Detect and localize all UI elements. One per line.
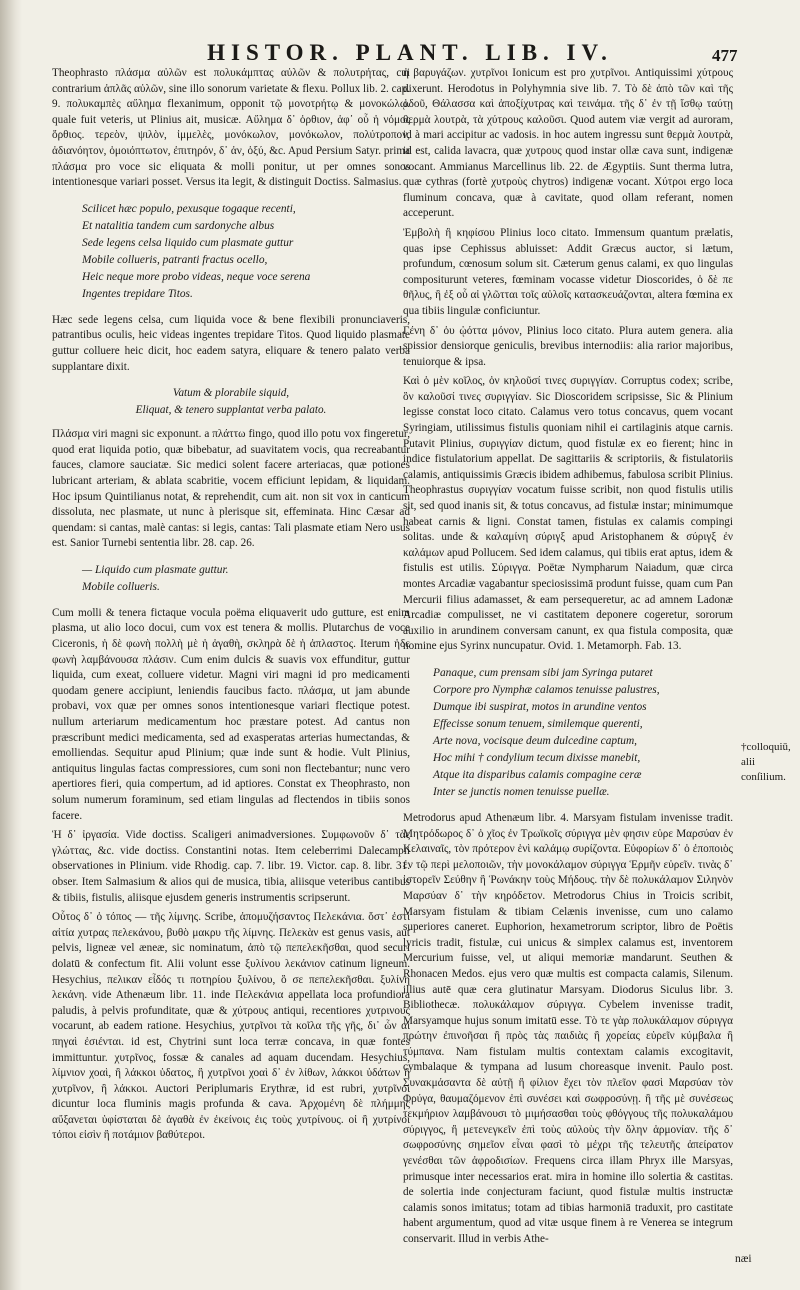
verse-line: Effecisse sonum tenuem, similemque querenti,: [433, 717, 643, 730]
paragraph: ἡ βαρυγάζων. χυτρῖνοι Ionicum est pro χυτρῖνοι. Antiquissimi χύτρους dixerunt. Herodotus in Polyhymnia sive lib. 7. Τὸ δὲ ἀπὸ τῶν καὶ τῆς ὁδοῦ, Θάλασσα καὶ ἀποξίχυτρας καὶ τεινάμα. τῆς δ᾽ ἐν τῇ ἴσθῳ ταύτῃ θερμὰ λουτρὰ, τὰ χύτρους καλοῦσι. Quod autem viæ vergit ad auroram, id à mari accipitur ac vadosis. in hoc autem ingressu sunt θερμὰ λουτρὰ, id est, calida lavacra, quæ χυτρους quod instar ollæ cava sunt, indigenæ vocant. Ammianus Marcellinus lib. 22. de Ægyptiis. Sunt therma lutra, quæ cythras (fortè χυτροὺς chytros) indigenæ vocant. Χύτροι ergo loca fluminum concava, quæ à cavitate, quod ollam referant, nomen acceperunt.: [403, 67, 733, 220]
paragraph: Ἐμβολὴ ἢ κηφίσου Plinius loco citato. Immensum quantum prælatis, quas ipse Cephissus abluisset: Addit Græcus auctor, si lætum, profundum, cœnosum solum sit. Cæterum genus calami, ex quo lingulas compositurunt veteres, fœminam vocasse videtur Dioscorides, ὁ δὲ πε θῆλυς, ἣ ἐξ οὗ αἱ γλῶτται τοῖς αὐλοῖς κατασκευάζονται, altera fœmina ex qua tibiis lingulæ conficiuntur.: [403, 226, 733, 317]
verse-line: Hoc mihi † condylium tecum dixisse manebit,: [433, 751, 641, 764]
verse-line: Inter se junctis nomen tenuisse puellæ.: [433, 785, 610, 798]
running-head: HISTOR. PLANT. LIB. IV.: [207, 40, 613, 65]
left-column: [52, 66, 410, 1281]
paragraph: Metrodorus apud Athenæum libr. 4. Marsyam fistulam invenisse tradit. Μητρόδωρος δ᾽ ὁ χῖος ἐν Τρωϊκοῖς σύριγγα μὲν φησιν εὑρε Μαρσύαν ἐν Κελαιναῖς, τὸν πρότερον ἑνὶ καλάμῳ συρίζοντα. Εὐφορίων δ᾽ ὁ ἐποποιὸς ἐν τῷ περὶ μελοποιῶν, τὴν μονοκάλαμον σύριγγα Ἑρμῆν εὑρεῖν. τινὰς δ᾽ ἱστορεῖν Σεύθην ἢ Ῥωνάκην τοὺς Μήδους. τὴν δὲ πολυκάλαμον Σιληνὸν Μαρσύαν δ᾽ τὴν κηρόδετον. Metrodorus Chius in Troicis scribit, Marsyam fistulam & tibiam Celænis invenisse, cum uno calamo superiores caneret. Euphorion, hexametrorum scriptor, libro de Poëtis lyricis tradit, fistulæ, cui unicus & simplex calamus est, inventorem Mercurium fuisse, vel, ut aliqui memoriæ mandarunt. Seuthen & Rhonacen Medos. ejus vero quæ multis est compacta calamis, Silenum. illius autē quæ cera glutinatur Marsyam. Diodorus Siculus libr. 3. Bibliothecæ. πολυκάλαμον σύριγγα. Cybelem invenisse tradit, Marsyamque hujus sonum imitatū esse. Τὸ τε γὰρ πολυκάλαμον σύριγγα πρώτην ἐπινοῆσαι ἢ πρὸς τὰς παιδιὰς ἢ χορείας εὑρεῖν κύμβαλα ἢ τύμπανα. Nam fistulam multis contextam calamis excogitavit, cymbalaque & tympana ad lusum choreasque invenit. Paulo post. Συνακμάσαντα δὲ αὐτῇ ἢ φίλιον ἔχει τὸν πλεῖον φασὶ Μαρσύαν τὸν Φρύγα, θαυμαζόμενον ἐπὶ συνέσει καὶ σωφροσύνῃ. ἢ τῆς μὲ συνέσεως τεκμήριον λαμβάνουσι τὸ μιμήσασθαι τοὺς φθόγγους τῆς πολυκαλάμου σύριγγος, ἢ μετενεγκεῖν ἐπὶ τοὺς αὐλοὺς τὴν ὅλην ἁρμονίαν. τῆς δ᾽ σωφροσύνης σημεῖον εἶναι φασὶ τὸ μέχρι τῆς τελευτῆς ἀπείρατον γενέσθαι τῶν ἀφροδισίων. Frequens circa illam Phryx ille Marsyas, primusque inter necessarios erat. mira in homine illo solertia & castitas. de solertia inde conjecturam faciunt, quod fistulæ multis instructæ calamis sonos imitatus; totam ad tibias harmoniā traduxit, pro castitate habent argumentum, quod ad vitæ usque finem à re Venerea se integrum conservarit. Illud in verbis Athe-: [403, 811, 733, 1245]
verse-block: [52, 385, 410, 419]
verse-block: [433, 665, 733, 801]
margin-note: †colloquiū, alii conſilium.: [741, 741, 791, 783]
verse-line: Mobile collueris.: [82, 580, 160, 593]
verse-line: Corpore pro Nymphæ calamos tenuisse palustres,: [433, 683, 660, 696]
verse-line: Dumque ibi suspirat, motos in arundine ventos: [433, 700, 647, 713]
verse-line: Panaque, cum prensam sibi jam Syringa putaret: [433, 666, 653, 679]
verse-line: Sede legens celsa liquido cum plasmate guttur: [82, 236, 294, 249]
page-number: 477: [712, 46, 738, 65]
paragraph: Οὗτος δ᾽ ὁ τόπος — τῆς λίμνης. Scribe, ἀπομυζήσαντος Πελεκάνια. ὅστ᾽ ἐστὶ αἰτία χυτρας πελεκάνου, βυθὸ μακρυ τῆς λίμνης. Πελεκὰν est genus vasis, aut pelvis, ligneæ vel æneæ, sic nominatum, ἀπὸ τῷ πεπελεκῆσθαι, quod securi dolatū & confectum fit. Alii volunt esse ξυλίνου λεκάνιον catinum ligneum. Hesychius, πελικαν εἶδός τι ποτηρίου ξυλίνου, ὃ σε πεπελεκῆσθαι. ξυλίνη λεκάνη. vide Athenæum libr. 11. inde Πελεκάνια appellata loca profundiora paludis, à pelvis profunditate, quæ & χύτρους antiqui, recentiores χυτρινους vocarunt, ab eadem ratione. Hesychius, χυτρῖνοι τὰ κοῖλα τῆς γῆς, δι᾽ ὧν αἱ πηγαὶ ἐσιένται. id est, Chytrini sunt loca terræ concava, in quæ fontes immittuntur. χυτρῖνος, fossæ & canales ad aquam ducendam. Hesychius, λίμνιον χοαὶ, ἢ λάκκοι ὑδατος, ἢ χυτρῖνοι χοαὶ δ᾽ ἐν λίθων, λάκκοι ὑδάτων ἢ χυτρῖνον, ἢ λάκκοι. Auctori Periplumaris Erythræ, id est rubri, χυτρῖνοι dicuntur loca fluminis magis profunda & cava. Ἀρχομένη δὲ πλήμμης αὔξανεται ὑφίσταται δὲ ἀγαθὰ ἐν ἐκείνοις ἐις τοὺς χυτρίνους. οἱ ἢ χυτρίνοι τόποι εἰσὶν ἢ ποτάμιον βαθύτεροι.: [52, 911, 410, 1142]
paragraph: Καὶ ὁ μὲν κοῖλος, ὁν κηλοῦσί τινες συριγγίαν. Corruptus codex; scribe, ὃν καλοῦσί τινες συριγγίαν. Sic Dioscoridem scripsisse, Sic & Plinium legisse constat loco citato. Calamus vero totus concavus, quem vocant Syringiam, utilissimus fistulis quoniam nihil ei cartilaginis atque carnis. Putavit Plinius, συριγγίαν dictum, quod fistulæ ex eo fierent; hinc in indice fistulatorium appellat. De sagittariis & scriptoriis, & fistulatoriis calamis, antiquissimis Græcis ibidem adhibemus, fabulosa scribit Plinius. Theophrastus συριγγίαν vocatum fuisse scribit, non quod fistulis utilis sit, sed quod inanis sit, & totus concavus, ad fistulæ instar; minimumque habeat carnis & ligni. Constat tamen, fistulas ex calamis compingi solitas. unde & καλαμίνη σύριγξ apud Aristophanem & σύριγξ ἐν καλάμων apud Pollucem. Sed idem calamus, qui tibiis erat aptus, idem & fistulis est utilis. Σύριγγα. Poëtæ Nympharum Naiadum, quæ circa montes Arcadiæ vagabantur speciosissimā produnt fuisse, quam cum Pan Mercurii filius adamasset, & eam persequeretur, ac ad amnem Ladonæ Arcadiæ compulisset, ne vi castitatem deponere cogeretur, sororum auxilio in arundinem conversam canunt, ex qua fistula composita, quæ nomine ejus Syrinx nuncupatur. Ovid. 1. Metamorph. Fab. 13.: [403, 375, 733, 653]
paragraph: Hæc sede legens celsa, cum liquida voce & bene flexibili pronunciaveris, patrantibus oculis, heic videas ingentes trepidare Titos. Quod liquido plasmate guttur colluere heic dicit, hoc eadem satyra, eliquare & tenero palato verba supplantare dixit.: [52, 313, 410, 373]
paragraph: Ἡ δ᾽ ἰργασία. Vide doctiss. Scaligeri animadversiones. Συμφωνοῦν δ᾽ τὰς γλώττας, &c. vide doctiss. Constantini notas. Item celeberrimi Dalecampii observationes in Plinium. vide Rhodig. cap. 7. libr. 19. Victor. cap. 8. libr. 31. obser. Item Salmasium & alios qui de musica, tibia, aliisque veteribus cantibus & tibiis, fistulis, aliisque ejusdem generis instrumentis scripserunt.: [52, 829, 410, 904]
verse-line: Et natalitia tandem cum sardonyche albus: [82, 219, 275, 232]
verse-line: Arte nova, vocisque deum dulcedine captum,: [433, 734, 638, 747]
right-column: [403, 66, 733, 1281]
verse-line: Mobile collueris, patranti fractus ocello,: [82, 253, 268, 266]
paragraph: Cum molli & tenera fictaque vocula poëma eliquaverit udo gutture, est enim plasma, ut alio loco docui, cum vox est tenera & mollis. Plutarchus de voce Ciceronis, ἡ δὲ φωνὴ πολλὴ μὲ ἡ ἀγαθὴ, σκληρὰ δὲ ἡ ἀπλαστος. Iterum ἡδε φωνὴ λαμβάνουσα πλάσιν. Cum enim dulcis & suavis vox effunditur, guttur liquida, cum exeat, colluere videtur. Magni viri magni id pro medicamenti quodam genere accipiunt, leniendis faucibus facto. πλάσμα, ut jam abunde probavi, vox quæ per omnes sonos intentionesque variari flectique potest. nullum arteriarum medicamentum hoc præstare potest. Ad cantus non præscribunt medici medicamenta, sed ad exasperatas arterias humectandas, & emolliendas. Sequitur apud Plinium; quæ inde sunt & hodie. Vult Plinius, antiquitus lingulas factas compressiores, cum soni non flectebantur; nunc vero apertiores fieri, quia compertum, ad id aptiores. Constat ex Theophrasto, non solum numerum foraminum, sed etiam lingulas ad flectendos in tibiis sonos facere.: [52, 606, 410, 822]
verse-block: [82, 562, 410, 596]
paragraph: Theophrasto πλάσμα αὐλῶν est πολυκάμπτας αὐλῶν & πολυτρήτας, cui contrarium ἀπλᾶς αὐλῶν, sine illo sonorum varietate & flexu. Pollux lib. 2. cap. 9. πολυκαμπὲς αὔλημα flexanimum, opponit τῷ μονοτρήτῳ & μονοκώλῳ. quale fuit veteris, ut Plinius ait, musicæ. Αὔλημα δ᾽ ὀρθιον, ἀφ᾽ οὗ ἡ νόμος ὄρθιος. τερεὸν, ψιλὸν, ἱμμελὲς, μονόκωλον, μονόκωλον, πολύτροπον, ἀδιανόητον, ὁμοιόπτωτον, ἐπιτηρόν, δ᾽ ἀν, ὀξύ, &c. Apud Persium Satyr. prima πλάσμα pro voce sic eliquata & molli ponitur, ut per omnes sonos intentionesque variari posset. Versus ita legit, & distinguit Doctiss. Salmasius.: [52, 67, 410, 189]
page-spine-shadow: [0, 0, 22, 1290]
verse-line: Atque ita disparibus calamis compagine ceræ: [433, 768, 642, 781]
verse-line: Ingentes trepidare Titos.: [82, 287, 193, 300]
verse-line: Vatum & plorabile siquid,: [172, 387, 290, 400]
catchword: næi: [735, 1253, 752, 1265]
verse-line: Heic neque more probo videas, neque voce serena: [82, 270, 311, 283]
paragraph: Γένη δ᾽ ὀυ ᾠόττα μόνον, Plinius loco citato. Plura autem genera. alia spissior densiorque geniculis, brevibus internodiis: alia rarior majoribus, tenuiorque & ipsa.: [403, 324, 733, 368]
verse-block: [82, 201, 410, 303]
verse-line: Eliquat, & tenero supplantat verba palato.: [135, 404, 327, 417]
paragraph: Πλάσμα viri magni sic exponunt. a πλάττω fingo, quod illo potu vox fingeretur, quod erat liquida potio, quæ bibebatur, ad suavitatem vocis, qua recreabantur fauces, clamore sauciatæ. Sic medici solent facere arteriacas, quæ potiones lubricant arteriam, & ablata scabritie, vocem efficiunt lepidam, & liquidam. Hoc ipsum Quintilianus notat, & reprehendit, cum ait. non sit vox in canticum dissoluta, nec plasmate, ut nunc à plerisque sit, effeminata. Hinc Cæsar ad quendam: si cantas, malè cantas: si legis, cantas: Tali plasmate etiam Nero usus est. Sanior Turnebi sententia libr. 28. cap. 26.: [52, 428, 410, 550]
verse-line: — Liquido cum plasmate guttur.: [82, 563, 229, 576]
verse-line: Scilicet hæc populo, pexusque togaque recenti,: [82, 202, 296, 215]
